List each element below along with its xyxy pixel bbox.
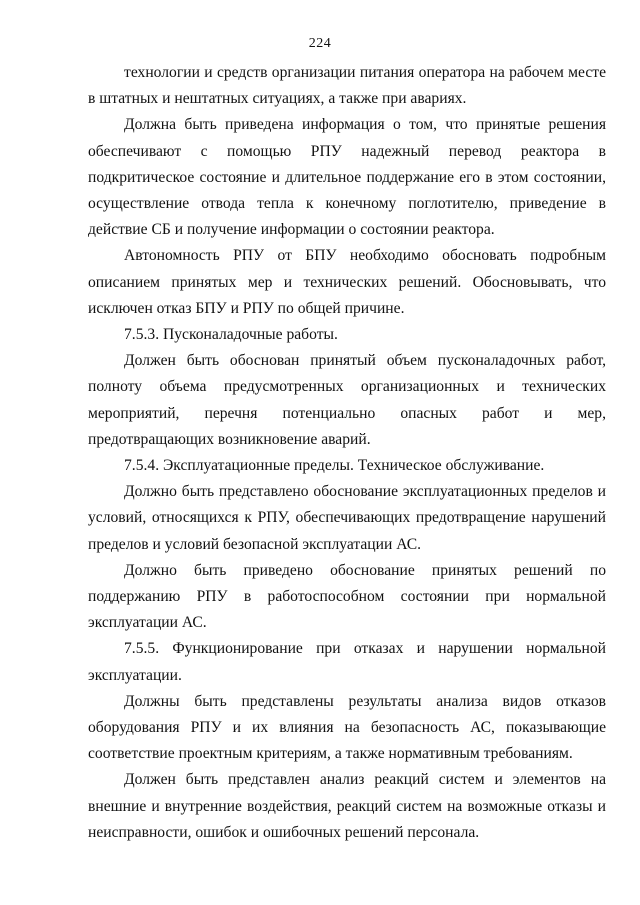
- paragraph: Должна быть приведена информация о том, что принятые решения обеспечивают с помощью РПУ надежный перевод реактора в подкритическое состояние и длительное поддержание его в этом состоянии, осуществление отвода тепла к конечному поглотителю, приведение в действие СБ и получение информации о состоянии реактора.: [88, 116, 606, 239]
- paragraph: Автономность РПУ от БПУ необходимо обосновать подробным описанием принятых мер и технических решений. Обосновывать, что исключен отказ БПУ и РПУ по общей причине.: [88, 247, 606, 317]
- paragraph: Должен быть обоснован принятый объем пусконаладочных работ, полноту объема предусмотренных организационных и технических мероприятий, перечня потенциально опасных работ и мер, предотвращающих возникновение аварий.: [88, 352, 606, 448]
- section-heading: 7.5.5. Функционирование при отказах и нарушении нормальной эксплуатации.: [88, 640, 606, 684]
- paragraph: Должно быть представлено обоснование эксплуатационных пределов и условий, относящихся к РПУ, обеспечивающих предотвращение нарушений пределов и условий безопасной эксплуатации АС.: [88, 483, 606, 553]
- paragraph: Должно быть приведено обоснование принятых решений по поддержанию РПУ в работоспособном состоянии при нормальной эксплуатации АС.: [88, 561, 606, 632]
- page-number: 224: [308, 36, 332, 51]
- paragraph: Должны быть представлены результаты анализа видов отказов оборудования РПУ и их влияния на безопасность АС, показывающие соответствие проектным критериям, а также нормативным требованиям.: [88, 692, 606, 763]
- paragraph: технологии и средств организации питания оператора на рабочем месте в штатных и нештатных ситуациях, а также при авариях.: [88, 64, 606, 108]
- section-heading: 7.5.3. Пусконаладочные работы.: [124, 326, 338, 344]
- page-body: [88, 60, 606, 846]
- paragraph: Должен быть представлен анализ реакций систем и элементов на внешние и внутренние воздействия, реакций систем на возможные отказы и неисправности, ошибок и ошибочных решений персонала.: [88, 771, 606, 841]
- section-heading: 7.5.4. Эксплуатационные пределы. Техническое обслуживание.: [124, 457, 545, 475]
